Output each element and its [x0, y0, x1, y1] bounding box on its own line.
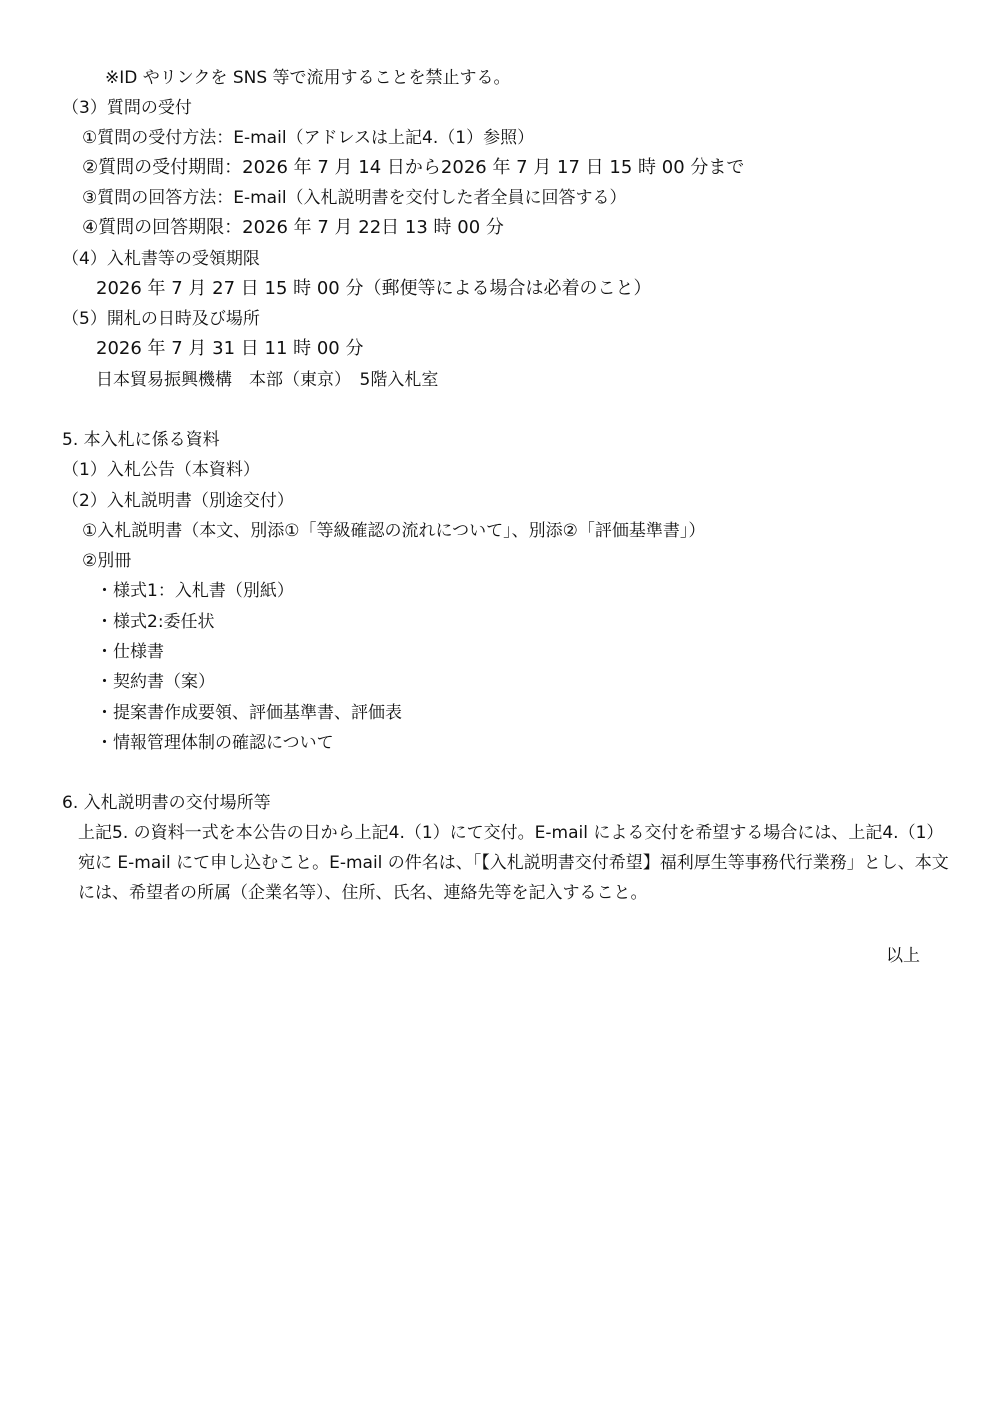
answer-deadline: ④質問の回答期限：2026 年 7 月 22日 13 時 00 分 [82, 217, 504, 238]
material-bid-explanation: （2）入札説明書（別途交付） [62, 491, 294, 511]
bid-deadline-datetime: 2026 年 7 月 27 日 15 時 00 分（郵便等による場合は必着のこと） [96, 278, 652, 299]
heading-opening: （5）開札の日時及び場所 [62, 309, 260, 329]
separate-volume: ②別冊 [82, 551, 132, 571]
list-item: ・様式2:委任状 [96, 612, 215, 632]
paragraph-line: 上記5. の資料一式を本公告の日から上記4.（1）にて交付。E-mail による交付を希望する場合には、上記4.（1） [78, 823, 944, 843]
opening-datetime: 2026 年 7 月 31 日 11 時 00 分 [96, 338, 364, 359]
list-item: ・情報管理体制の確認について [96, 733, 334, 753]
heading-question-reception: （3）質問の受付 [62, 98, 192, 118]
list-item: ・契約書（案） [96, 672, 215, 692]
section-5-title: 5. 本入札に係る資料 [62, 430, 220, 450]
closing-remark: 以上 [886, 946, 920, 966]
answer-method: ③質問の回答方法：E-mail（入札説明書を交付した者全員に回答する） [82, 188, 627, 208]
section-6-paragraph [78, 818, 950, 908]
section-6-title: 6. 入札説明書の交付場所等 [62, 793, 271, 813]
opening-place: 日本貿易振興機構 本部（東京） 5階入札室 [96, 370, 439, 390]
question-period: ②質問の受付期間：2026 年 7 月 14 日から2026 年 7 月 17 日 15 時 00 分まで [82, 157, 745, 178]
id-link-notice: ※ID やリンクを SNS 等で流用することを禁止する。 [105, 68, 511, 88]
paragraph-line: には、希望者の所属（企業名等）、住所、氏名、連絡先等を記入すること。 [78, 883, 648, 903]
bid-explanation-body: ①入札説明書（本文、別添①「等級確認の流れについて」、別添②「評価基準書」） [82, 521, 706, 541]
list-item: ・様式1：入札書（別紙） [96, 581, 294, 601]
list-item: ・仕様書 [96, 642, 164, 662]
paragraph-line: 宛に E-mail にて申し込むこと。E-mail の件名は、「【入札説明書交付希望】福利厚生等事務代行業務」とし、本文 [78, 853, 949, 873]
list-item: ・提案書作成要領、評価基準書、評価表 [96, 703, 402, 723]
material-public-notice: （1）入札公告（本資料） [62, 460, 260, 480]
heading-bid-deadline: （4）入札書等の受領期限 [62, 249, 260, 269]
question-method: ①質問の受付方法：E-mail（アドレスは上記4.（1）参照） [82, 128, 535, 148]
